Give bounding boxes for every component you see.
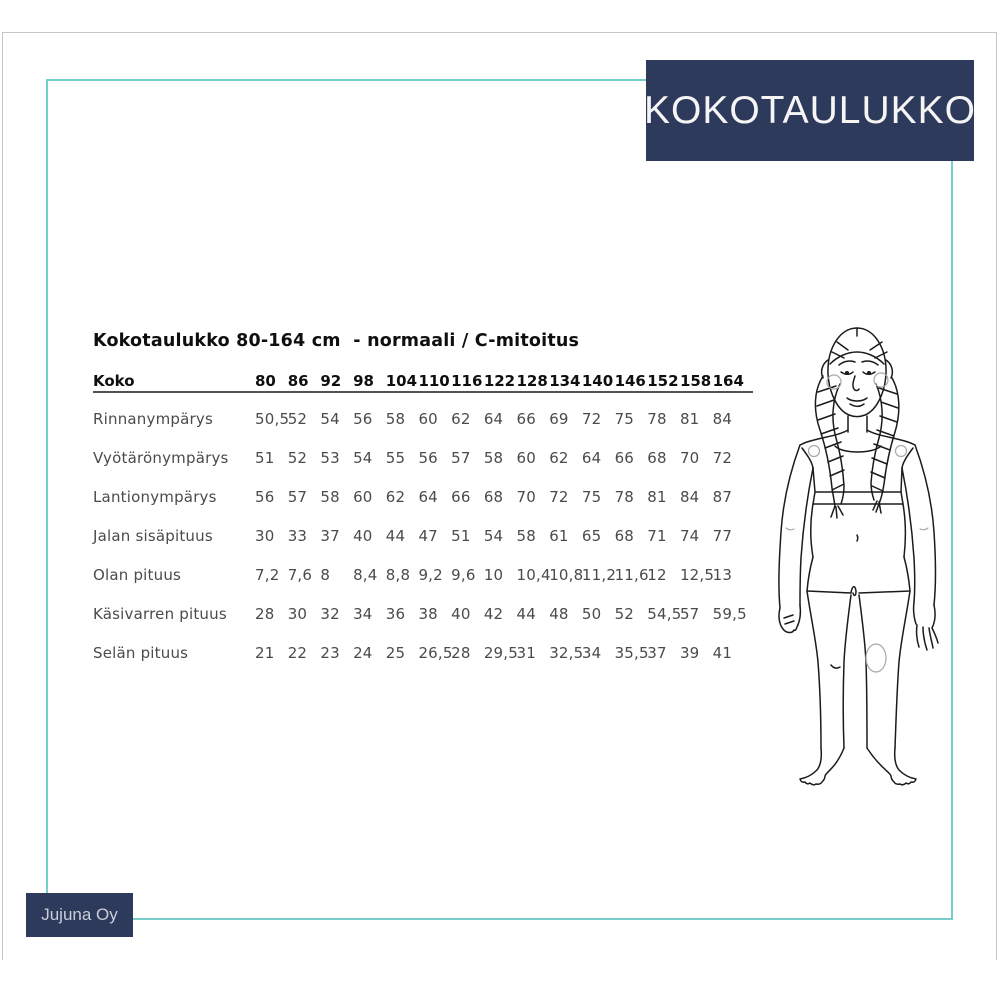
value-cell: 37 (647, 644, 667, 662)
mouth (847, 398, 867, 406)
table-row (93, 471, 753, 510)
value-cell: 58 (320, 488, 340, 506)
value-cell: 23 (320, 644, 340, 662)
value-cell: 37 (320, 527, 340, 545)
row-label: Olan pituus (93, 566, 182, 584)
row-label: Käsivarren pituus (93, 605, 227, 623)
value-cell: 68 (647, 449, 667, 467)
size-table-header (93, 372, 753, 393)
right-elbow (920, 528, 928, 530)
value-cell: 64 (581, 449, 602, 467)
value-cell: 84 (712, 410, 733, 428)
value-cell: 25 (385, 644, 406, 662)
table-row (93, 510, 753, 549)
left-knee (831, 665, 840, 668)
value-cell: 44 (385, 527, 406, 545)
value-cell: 13 (712, 566, 733, 584)
value-cell: 41 (712, 644, 733, 662)
value-cell: 78 (614, 488, 635, 506)
value-cell: 65 (581, 527, 602, 545)
value-cell: 11,6 (614, 566, 649, 584)
size-col-header: 140 (581, 372, 614, 390)
left-braid-tassel (831, 506, 843, 518)
banner (643, 60, 977, 161)
value-cell: 62 (549, 449, 569, 467)
value-cell: 9,2 (418, 566, 443, 584)
size-col-header: 122 (483, 372, 516, 390)
row-label: Vyötärönympärys (93, 449, 229, 467)
value-cell: 72 (712, 449, 733, 467)
size-col-header: 116 (451, 372, 483, 390)
value-cell: 74 (679, 527, 700, 545)
left-leg (807, 591, 851, 748)
value-cell: 59,5 (712, 605, 747, 623)
value-cell: 24 (353, 644, 373, 662)
value-cell: 75 (614, 410, 635, 428)
value-cell: 32 (320, 605, 340, 623)
value-cell: 35,5 (614, 644, 649, 662)
table-row (93, 432, 753, 471)
value-cell: 70 (679, 449, 700, 467)
value-cell: 64 (418, 488, 438, 506)
value-cell: 34 (581, 644, 602, 662)
value-cell: 66 (614, 449, 635, 467)
left-elbow (786, 528, 794, 530)
value-cell: 58 (516, 527, 536, 545)
shoulders (800, 430, 915, 445)
value-cell: 48 (549, 605, 569, 623)
value-cell: 8,4 (353, 566, 378, 584)
value-cell: 68 (483, 488, 504, 506)
value-cell: 72 (549, 488, 569, 506)
value-cell: 56 (255, 488, 275, 506)
table-row (93, 627, 753, 666)
right-braid-tassel (873, 501, 881, 513)
size-table (93, 372, 753, 666)
value-cell: 61 (549, 527, 569, 545)
size-col-header: 164 (712, 372, 744, 390)
right-pupil (868, 372, 871, 375)
right-knee (866, 644, 886, 672)
size-col-header: 128 (516, 372, 548, 390)
right-shoulder-seam (896, 446, 907, 457)
value-cell: 60 (418, 410, 438, 428)
value-cell: 52 (614, 605, 635, 623)
value-cell: 51 (255, 449, 275, 467)
value-cell: 50,5 (255, 410, 290, 428)
left-shoulder-seam (809, 446, 820, 457)
value-cell: 56 (353, 410, 373, 428)
value-cell: 55 (385, 449, 406, 467)
size-col-header: 104 (385, 372, 418, 390)
row-label: Selän pituus (93, 644, 189, 662)
value-cell: 32,5 (549, 644, 584, 662)
value-cell: 42 (483, 605, 504, 623)
banner-title: KOKOTAULUKKO (643, 88, 977, 132)
value-cell: 87 (712, 488, 733, 506)
size-header-label: Koko (93, 372, 135, 390)
value-cell: 84 (679, 488, 700, 506)
size-col-header: 80 (255, 372, 276, 390)
row-label: Jalan sisäpituus (93, 527, 213, 545)
value-cell: 58 (483, 449, 504, 467)
value-cell: 40 (353, 527, 373, 545)
value-cell: 30 (255, 527, 275, 545)
right-hand (914, 602, 938, 650)
value-cell: 81 (679, 410, 700, 428)
size-col-header: 158 (679, 372, 712, 390)
value-cell: 54,5 (647, 605, 682, 623)
value-cell: 57 (679, 605, 700, 623)
value-cell: 47 (418, 527, 438, 545)
value-cell: 21 (255, 644, 275, 662)
neck (848, 416, 867, 432)
value-cell: 36 (385, 605, 406, 623)
size-col-header: 92 (320, 372, 342, 390)
head-outline (828, 328, 886, 417)
value-cell: 44 (516, 605, 536, 623)
shorts (807, 557, 910, 595)
value-cell: 9,6 (451, 566, 476, 584)
value-cell: 10 (483, 566, 504, 584)
value-cell: 28 (451, 644, 471, 662)
value-cell: 66 (516, 410, 536, 428)
row-label: Rinnanympärys (93, 410, 213, 428)
right-arm (902, 445, 936, 605)
value-cell: 12,5 (679, 566, 715, 584)
value-cell: 38 (418, 605, 438, 623)
size-table-body (93, 393, 753, 666)
left-hand (779, 605, 800, 633)
value-cell: 26,5 (418, 644, 453, 662)
brand-label: Jujuna Oy (41, 905, 118, 924)
eyebrows (839, 361, 878, 365)
value-cell: 64 (483, 410, 504, 428)
value-cell: 81 (647, 488, 667, 506)
navel (857, 535, 858, 541)
value-cell: 60 (353, 488, 373, 506)
value-cell: 12 (647, 566, 667, 584)
size-col-header: 86 (287, 372, 309, 390)
value-cell: 71 (647, 527, 667, 545)
value-cell: 7,2 (255, 566, 280, 584)
top-band (813, 492, 903, 504)
table-title: Kokotaulukko 80-164 cm - normaali / C-mitoitus (93, 331, 580, 351)
value-cell: 57 (451, 449, 471, 467)
value-cell: 57 (287, 488, 308, 506)
brand-box (26, 893, 133, 937)
value-cell: 54 (353, 449, 373, 467)
value-cell: 72 (581, 410, 602, 428)
table-row (93, 588, 753, 627)
value-cell: 78 (647, 410, 667, 428)
top-neckline (835, 446, 881, 452)
value-cell: 53 (320, 449, 340, 467)
value-cell: 22 (287, 644, 308, 662)
value-cell: 10,4 (516, 566, 551, 584)
value-cell: 11,2 (581, 566, 617, 584)
top-sides (813, 468, 902, 492)
value-cell: 66 (451, 488, 471, 506)
value-cell: 75 (581, 488, 602, 506)
value-cell: 51 (451, 527, 471, 545)
table-row (93, 549, 753, 588)
row-label: Lantionympärys (93, 488, 217, 506)
left-foot (800, 748, 844, 785)
nose (853, 376, 859, 391)
value-cell: 28 (255, 605, 275, 623)
value-cell: 40 (451, 605, 471, 623)
value-cell: 39 (679, 644, 700, 662)
size-col-header: 146 (614, 372, 646, 390)
value-cell: 70 (516, 488, 536, 506)
value-cell: 8 (320, 566, 331, 584)
value-cell: 62 (385, 488, 406, 506)
table-row (93, 393, 753, 432)
size-col-header: 110 (418, 372, 450, 390)
value-cell: 31 (516, 644, 536, 662)
right-foot (867, 748, 916, 785)
waist-sides (811, 504, 906, 557)
right-leg (859, 591, 910, 748)
hair-ticks (832, 342, 887, 358)
value-cell: 68 (614, 527, 635, 545)
value-cell: 52 (287, 449, 308, 467)
size-col-header: 134 (549, 372, 581, 390)
size-col-header: 152 (647, 372, 679, 390)
value-cell: 8,8 (385, 566, 411, 584)
value-cell: 77 (712, 527, 733, 545)
size-col-header: 98 (353, 372, 374, 390)
value-cell: 54 (483, 527, 504, 545)
value-cell: 60 (516, 449, 536, 467)
value-cell: 7,6 (287, 566, 313, 584)
right-braid (871, 378, 899, 501)
value-cell: 58 (385, 410, 406, 428)
value-cell: 62 (451, 410, 471, 428)
child-illustration (762, 320, 942, 810)
value-cell: 52 (287, 410, 308, 428)
value-cell: 56 (418, 449, 438, 467)
value-cell: 29,5 (483, 644, 519, 662)
value-cell: 33 (287, 527, 308, 545)
value-cell: 30 (287, 605, 308, 623)
value-cell: 10,8 (549, 566, 584, 584)
left-pupil (846, 372, 849, 375)
value-cell: 50 (581, 605, 602, 623)
value-cell: 54 (320, 410, 340, 428)
value-cell: 34 (353, 605, 373, 623)
value-cell: 69 (549, 410, 569, 428)
armholes (802, 448, 913, 468)
